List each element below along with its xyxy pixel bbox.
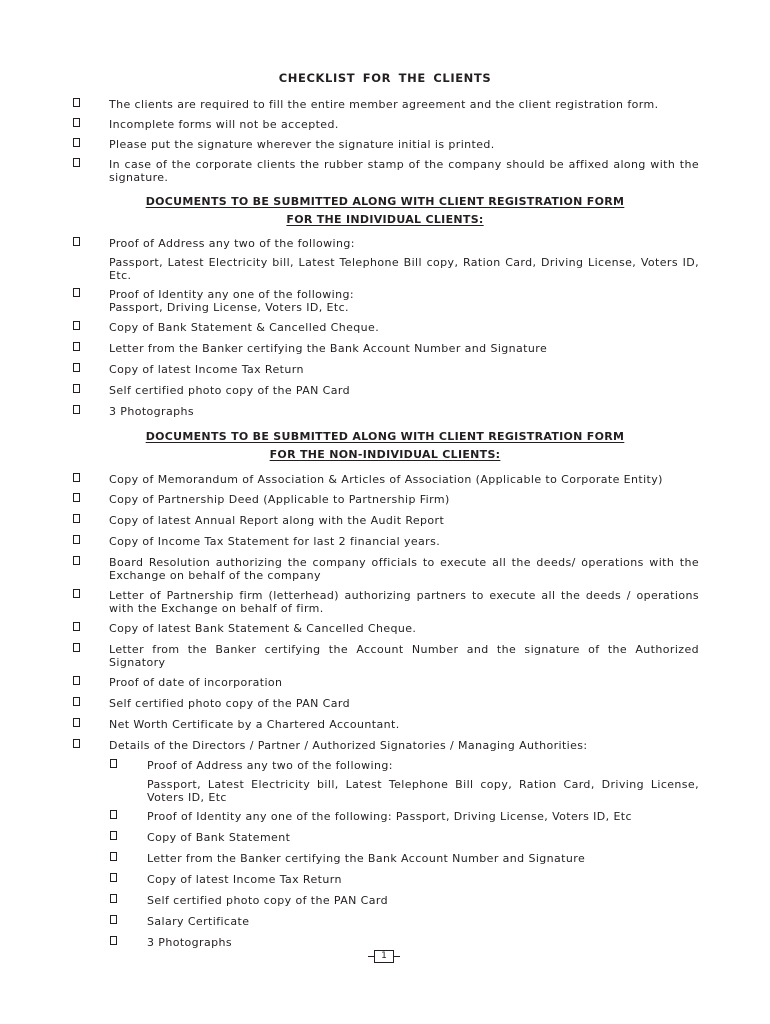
checkbox-bullet-icon	[73, 535, 80, 544]
page-title: CHECKLIST FOR THE CLIENTS	[278, 71, 492, 85]
checkbox-bullet-icon	[73, 676, 80, 685]
checkbox-bullet-icon	[73, 556, 80, 565]
checkbox-bullet-icon	[73, 138, 80, 147]
checkbox-bullet-icon	[73, 718, 80, 727]
checkbox-bullet-icon	[110, 873, 117, 882]
document-page: CHECKLIST FOR THE CLIENTS The clients are required to fill the entire member agreement and the client registration form. Incomplete forms will not be accepted. Please put the signature wherever the signature initial is printed. In case of the corporate clients the rubber stamp of the company should be affixed along with the signature. DOCUMENTS TO BE SUBMITTED ALONG WITH CLIENT REGISTRATION FORM FOR THE INDIVIDUAL CLIENTS: Proof of Address any two of the following: Passport, Latest Electricity bill, Latest Telephone Bill copy, Ration Card, Driving License, Voters ID, Etc. Proof of Identity any one of the following: Passport, Driving License, Voters ID, Etc. Copy of Bank Statement & Cancelled Cheque. Letter from the Banker certifying the Bank Account Number and Signature Copy of latest Income Tax Return Self certified photo copy of the PAN Card 3 Photographs DOCUMENTS TO BE SUBMITTED ALONG WITH CLIENT REGISTRATION FORM FOR THE NON-INDIVIDUAL CLIENTS: Copy of Memorandum of Association & Articles of Association (Applicable to Corporate Entity) Copy of Partnership Deed (Applicable to Partnership Firm) Copy of latest Annual Report along with the Audit Report Copy of Income Tax Statement for last 2 financial years. Board Resolution authorizing the company officials to execute all the deeds/ operations with the Exchange on behalf of the company Letter of Partnership firm (letterhead) authorizing partners to execute all the deeds / operations with the Exchange on behalf of firm. Copy of latest Bank Statement & Cancelled Cheque. Letter from the Banker certifying the Account Number and the signature of the Authorized Signatory Proof of date of incorporation Self certified photo copy of the PAN Card Net Worth Certificate by a Chartered Accountant. Details of the Directors / Partner / Authorized Signatories / Managing Authorities: Proof of Address any two of the following: Passport, Latest Electricity bill, Latest Telephone Bill copy, Ration Card, Driving License, Voters ID, Etc Proof of Identity any one of the following: Passport, Driving License, Voters ID, Etc Copy of Bank Statement Letter from the Banker certifying the Bank Account Number and Signature Copy of latest Income Tax Return Self certified photo copy of the PAN Card Salary Certificate 3 Photographs 1	[0, 0, 770, 1024]
checkbox-bullet-icon	[73, 288, 80, 297]
checkbox-bullet-icon	[73, 158, 80, 167]
checkbox-bullet-icon	[73, 405, 80, 414]
address-proof-detail: Passport, Latest Electricity bill, Latest Telephone Bill copy, Ration Card, Driving License, Voters ID, Etc.	[109, 256, 699, 282]
checkbox-bullet-icon	[73, 384, 80, 393]
sub-address-proof-detail: Passport, Latest Electricity bill, Latest Telephone Bill copy, Ration Card, Driving License, Voters ID, Etc	[147, 778, 699, 804]
checkbox-bullet-icon	[73, 342, 80, 351]
section-subheading-non-individual: FOR THE NON-INDIVIDUAL CLIENTS:	[269, 448, 501, 461]
checkbox-bullet-icon	[110, 810, 117, 819]
checkbox-bullet-icon	[73, 643, 80, 652]
checkbox-bullet-icon	[73, 98, 80, 107]
checkbox-bullet-icon	[73, 118, 80, 127]
checkbox-bullet-icon	[73, 473, 80, 482]
section-subheading-individual: FOR THE INDIVIDUAL CLIENTS:	[286, 213, 484, 226]
checkbox-bullet-icon	[110, 936, 117, 945]
section-heading-non-individual: DOCUMENTS TO BE SUBMITTED ALONG WITH CLIENT REGISTRATION FORM	[145, 430, 625, 443]
section-heading-individual: DOCUMENTS TO BE SUBMITTED ALONG WITH CLIENT REGISTRATION FORM	[145, 195, 625, 208]
checkbox-bullet-icon	[73, 493, 80, 502]
identity-proof-detail: Passport, Driving License, Voters ID, Etc.	[109, 301, 349, 314]
checkbox-bullet-icon	[110, 915, 117, 924]
checkbox-bullet-icon	[110, 894, 117, 903]
checkbox-bullet-icon	[73, 237, 80, 246]
checkbox-bullet-icon	[73, 739, 80, 748]
page-number	[368, 950, 400, 964]
checkbox-bullet-icon	[73, 321, 80, 330]
checkbox-bullet-icon	[110, 852, 117, 861]
checkbox-bullet-icon	[73, 589, 80, 598]
checkbox-bullet-icon	[110, 831, 117, 840]
checkbox-bullet-icon	[73, 697, 80, 706]
checkbox-bullet-icon	[73, 622, 80, 631]
checkbox-bullet-icon	[73, 514, 80, 523]
page-number-label: 1	[374, 950, 394, 963]
checkbox-bullet-icon	[73, 363, 80, 372]
checkbox-bullet-icon	[110, 759, 117, 768]
